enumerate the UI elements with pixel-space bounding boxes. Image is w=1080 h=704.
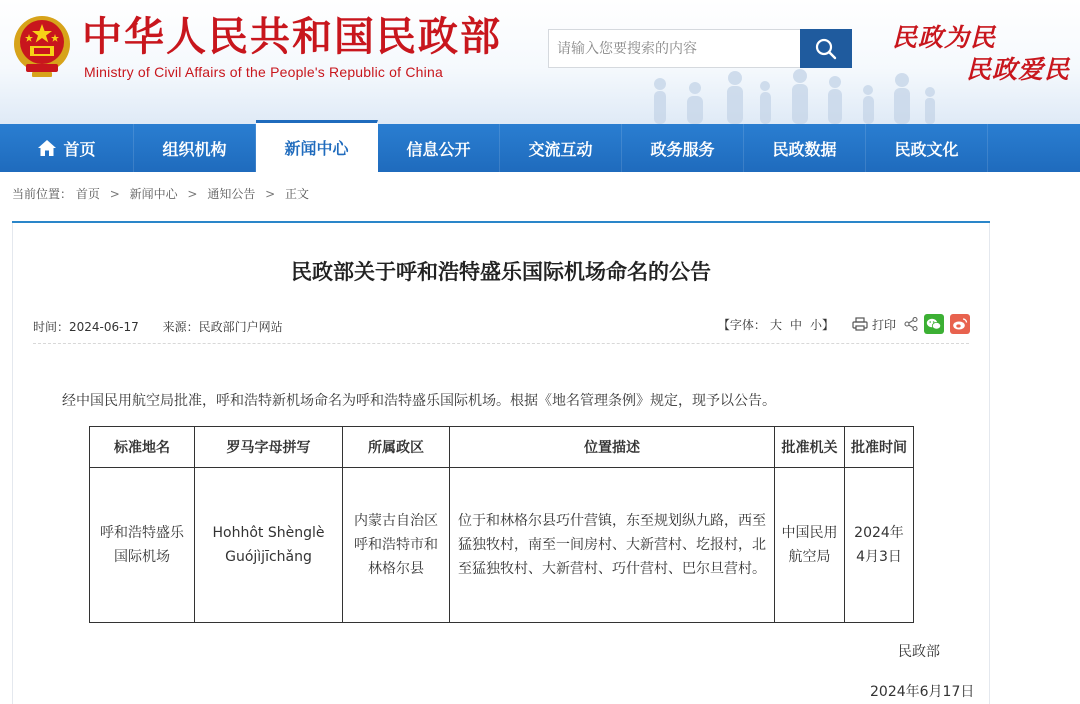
nav-item-label: 民政数据 [772, 139, 837, 159]
meta-divider [33, 343, 969, 344]
nav-item-news-center[interactable] [256, 120, 378, 172]
weibo-share-icon[interactable] [950, 314, 970, 334]
cell-romanization: Hohhôt Shènglè Guójìjīchǎng [195, 468, 343, 623]
nav-item-label: 民政文化 [894, 139, 959, 159]
breadcrumb-separator: > [187, 187, 198, 201]
content-frame-left [12, 223, 13, 704]
nav-item-label: 政务服务 [650, 139, 715, 159]
home-icon [37, 139, 57, 157]
article-tools [718, 314, 970, 334]
site-header [0, 0, 1080, 124]
breadcrumb-separator: > [109, 187, 120, 201]
place-name-table [89, 426, 914, 623]
table-header-row [90, 427, 914, 468]
header-standard-name: 标准地名 [90, 427, 195, 468]
header-date: 批准时间 [845, 427, 914, 468]
cell-date: 2024年4月3日 [845, 468, 914, 623]
breadcrumb-home-link[interactable]: 首页 [75, 187, 100, 201]
content-top-rule [12, 221, 990, 223]
print-button[interactable] [852, 316, 896, 333]
national-emblem-icon [12, 14, 72, 78]
nav-item-label: 交流互动 [528, 139, 593, 159]
article-intro: 经中国民用航空局批准，呼和浩特新机场命名为呼和浩特盛乐国际机场。根据《地名管理条例》规定，现予以公告。 [62, 393, 776, 409]
font-size-medium-button[interactable]: 中 [789, 317, 802, 332]
nav-item-information-disclosure[interactable] [378, 124, 500, 172]
nav-item-data[interactable] [744, 124, 866, 172]
header-authority: 批准机关 [775, 427, 845, 468]
article-meta [33, 318, 283, 335]
nav-item-organization[interactable] [134, 124, 256, 172]
nav-item-label: 新闻中心 [284, 139, 349, 158]
cell-standard-name: 呼和浩特盛乐国际机场 [90, 468, 195, 623]
article-time: 时间：2024-06-17 [33, 320, 139, 334]
search-button[interactable] [800, 29, 852, 68]
content-frame-right [989, 223, 990, 704]
people-silhouette-decoration [640, 66, 940, 124]
nav-item-culture[interactable] [866, 124, 988, 172]
nav-item-interaction[interactable] [500, 124, 622, 172]
header-romanization: 罗马字母拼写 [195, 427, 343, 468]
breadcrumb-current: 正文 [285, 187, 310, 201]
breadcrumb-separator: > [265, 187, 276, 201]
font-size-small-button[interactable]: 小】 [809, 317, 834, 332]
nav-item-home[interactable] [0, 124, 134, 172]
print-label: 打印 [871, 317, 896, 332]
share-icon [904, 317, 918, 331]
slogan-line-2: 民政爱民 [966, 55, 1071, 84]
signature-org: 民政部 [898, 644, 940, 660]
signature-date: 2024年6月17日 [870, 684, 975, 700]
nav-item-label: 首页 [63, 139, 96, 159]
article-title: 民政部关于呼和浩特盛乐国际机场命名的公告 [291, 260, 711, 284]
main-nav [0, 124, 1080, 172]
nav-item-label: 组织机构 [162, 139, 227, 159]
wechat-share-icon[interactable] [924, 314, 944, 334]
breadcrumb [12, 185, 309, 202]
cell-region: 内蒙古自治区呼和浩特市和林格尔县 [343, 468, 450, 623]
nav-item-label: 信息公开 [406, 139, 471, 159]
search-input[interactable] [548, 29, 800, 68]
slogan-line-1: 民政为民 [892, 23, 997, 52]
table-row [90, 468, 914, 623]
search-icon [815, 38, 837, 60]
breadcrumb-prefix: 当前位置： [12, 187, 73, 201]
nav-item-services[interactable] [622, 124, 744, 172]
cell-location: 位于和林格尔县巧什营镇，东至规划纵九路，西至猛独牧村，南至一间房村、大新营村、圪报村，北至猛独牧村、大新营村、巧什营村、巴尔旦营村。 [450, 468, 775, 623]
font-size-label: 【字体： [717, 317, 766, 332]
article-source: 来源：民政部门户网站 [162, 320, 283, 334]
header-region: 所属政区 [343, 427, 450, 468]
header-location: 位置描述 [450, 427, 775, 468]
cell-authority: 中国民用航空局 [775, 468, 845, 623]
breadcrumb-news-link[interactable]: 新闻中心 [129, 187, 178, 201]
site-subtitle: Ministry of Civil Affairs of the People's Republic of China [84, 64, 443, 80]
site-title: 中华人民共和国民政部 [82, 14, 502, 60]
breadcrumb-notices-link[interactable]: 通知公告 [207, 187, 256, 201]
font-size-large-button[interactable]: 大 [769, 317, 782, 332]
printer-icon [852, 317, 868, 331]
